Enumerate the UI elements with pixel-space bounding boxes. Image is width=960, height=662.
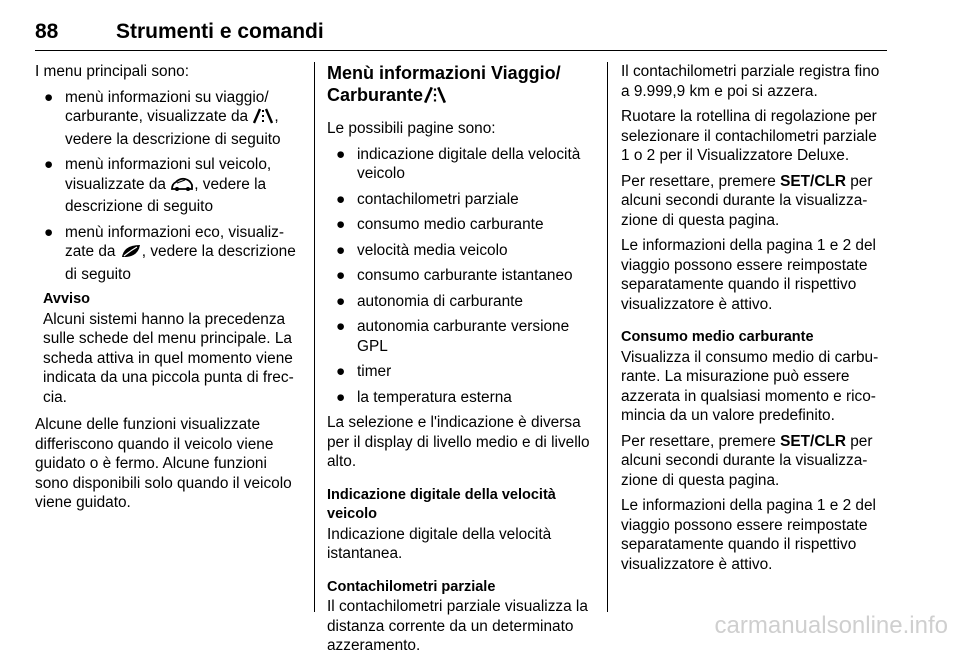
list-item: ● consumo medio carburante <box>336 216 544 233</box>
sub-heading: Contachilometri parziale <box>327 578 496 595</box>
list-item: ● timer <box>336 363 392 380</box>
column-divider <box>314 62 315 612</box>
intro-text: I menu principali sono: <box>35 63 189 80</box>
leaf-icon <box>120 243 142 265</box>
main-menu-list <box>35 88 301 285</box>
list-item: ● velocità media veicolo <box>336 241 508 259</box>
section-title: Strumenti e comandi <box>116 20 324 43</box>
list-item: ● menù informazioni sul veicolo, visualizzate da , vedere la descrizione di seguito <box>44 156 272 215</box>
intro-text: Le possibili pagine sono: <box>327 120 496 137</box>
watermark: carmanualsonline.info <box>714 612 948 639</box>
column-3 <box>621 62 887 580</box>
note-title: Avviso <box>43 291 91 307</box>
paragraph: Visualizza il consumo medio di carburante. La misurazione può essere azzerata in qualsiasi momento e ricomincia da un valore predefinito. <box>621 348 879 424</box>
column-1 <box>35 62 301 519</box>
paragraph: Le informazioni della pagina 1 e 2 del viaggio possono essere reimpostate separatamente quando il rispettivo visualizzatore è attivo. <box>621 497 876 573</box>
car-icon <box>170 176 194 198</box>
list-item: ● consumo carburante istantaneo <box>336 267 573 284</box>
sub-heading: Consumo medio carburante <box>621 329 814 345</box>
list-item: ● indicazione digitale della velocità veicolo <box>336 145 581 182</box>
paragraph: Per resettare, premere SET/CLR per alcuni secondi durante la visualizzazione di questa pagina. <box>621 172 873 229</box>
page-header <box>35 20 887 51</box>
sub-heading: Indicazione digitale della velocità veicolo <box>327 486 556 522</box>
pages-list <box>327 145 590 408</box>
list-item: ● menù informazioni su viaggio/ carburante, visualizzate da , vedere la descrizione di seguito <box>44 88 281 148</box>
paragraph: La selezione e l'indicazione è diversa per il display di livello medio e di livello alto. <box>327 414 590 470</box>
column-divider <box>607 62 608 612</box>
note-block <box>35 290 301 407</box>
list-item: ● la temperatura esterna <box>336 388 512 406</box>
list-item: ● autonomia carburante versione GPL <box>336 318 570 355</box>
column-heading: Menù informazioni Viaggio/ Carburante <box>327 62 590 109</box>
road-icon <box>423 86 447 109</box>
paragraph: Il contachilometri parziale registra fino a 9.999,9 km e poi si azzera. <box>621 63 880 100</box>
road-icon <box>252 108 274 130</box>
note-text: Alcuni sistemi hanno la precedenza sulle schede del menu principale. La scheda attiva in quel momento viene indicata da una piccola punta di freccia. <box>43 310 294 406</box>
paragraph: Il contachilometri parziale visualizza la distanza corrente da un determinato azzeramento. <box>327 598 588 654</box>
paragraph: Per resettare, premere SET/CLR per alcuni secondi durante la visualizzazione di questa pagina. <box>621 432 873 489</box>
paragraph: Ruotare la rotellina di regolazione per selezionare il contachilometri parziale 1 o 2 per il Visualizzatore Deluxe. <box>621 108 877 164</box>
key-label: SET/CLR <box>780 172 846 190</box>
column-2 <box>327 62 590 662</box>
paragraph: Le informazioni della pagina 1 e 2 del viaggio possono essere reimpostate separatamente quando il rispettivo visualizzatore è attivo. <box>621 237 876 313</box>
list-item: ● menù informazioni eco, visualizzate da , vedere la descrizione di seguito <box>44 223 296 283</box>
page-number: 88 <box>35 20 59 43</box>
key-label: SET/CLR <box>780 432 846 450</box>
paragraph: Alcune delle funzioni visualizzate differiscono quando il veicolo viene guidato o è fermo. Alcune funzioni sono disponibili solo quando il veicolo viene guidato. <box>35 416 292 511</box>
list-item: ● contachilometri parziale <box>336 190 519 208</box>
paragraph: Indicazione digitale della velocità istantanea. <box>327 525 552 562</box>
list-item: ● autonomia di carburante <box>336 292 523 310</box>
